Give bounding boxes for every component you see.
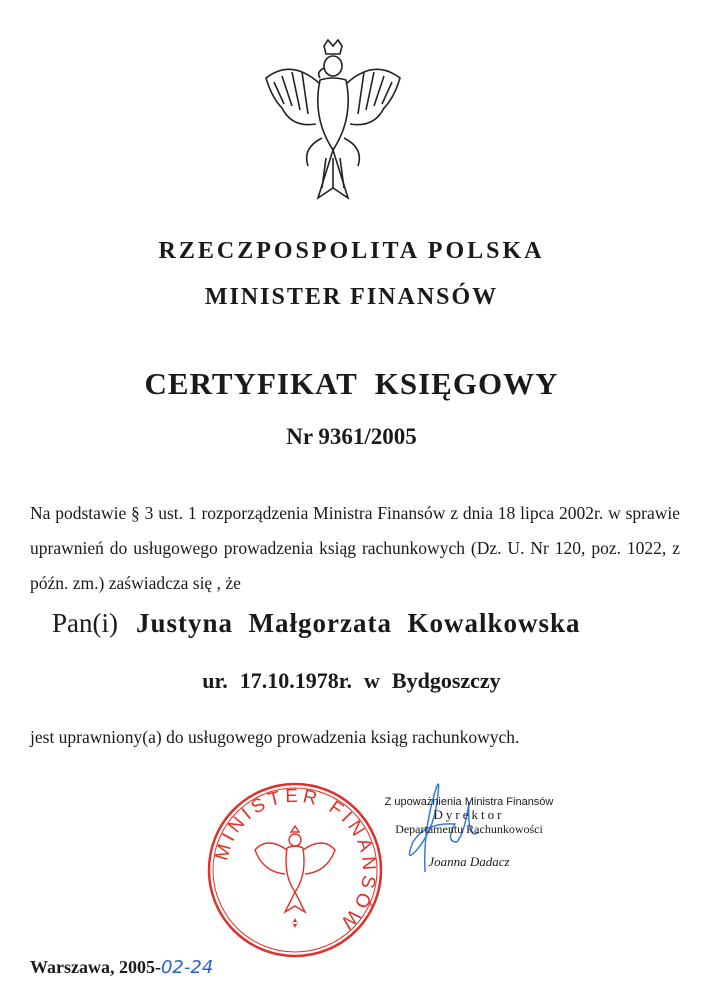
certificate-title: CERTYFIKAT KSIĘGOWY — [144, 366, 559, 401]
official-stamp — [205, 780, 385, 960]
birth-in: w — [364, 668, 380, 693]
stamp-text: MINISTER FINANSÓW — [211, 785, 380, 936]
signature-block — [374, 796, 564, 870]
header-country: RZECZPOSPOLITA POLSKA — [158, 238, 545, 264]
stamp-eagle-icon — [255, 826, 335, 912]
birth-place: Bydgoszczy — [391, 668, 501, 693]
eagle-emblem-icon — [262, 38, 404, 210]
birth-date: 17.10.1978r. — [239, 668, 353, 693]
authorization-line: Z upoważnienia Ministra Finansów — [384, 796, 554, 808]
certificate-number: Nr 9361/2005 — [286, 424, 417, 449]
signatory-name: Joanna Dadacz — [428, 854, 510, 869]
date-handwritten: 02-24 — [160, 957, 214, 978]
header-ministry: MINISTER FINANSÓW — [204, 284, 499, 310]
director-title: Dyrektor — [433, 807, 505, 822]
entitlement-statement: jest uprawniony(a) do usługowego prowadzenia ksiąg rachunkowych. — [30, 727, 520, 747]
holder-prefix: Pan(i) — [52, 608, 118, 638]
holder-name: Justyna Małgorzata Kowalkowska — [135, 608, 581, 638]
legal-basis-paragraph: Na podstawie § 3 ust. 1 rozporządzenia Ministra Finansów z dnia 18 lipca 2002r. w sprawie uprawnień do usługowego prowadzenia ksiąg rachunkowych (Dz. U. Nr 120, poz. 1022, z późn. zm.) zaświadcza się , że — [30, 503, 680, 593]
place-date-printed: Warszawa, 2005- — [30, 957, 161, 977]
department-name: Departamentu Rachunkowości — [395, 822, 543, 836]
birth-line — [0, 668, 703, 694]
place-and-date — [30, 957, 213, 978]
holder-line — [52, 608, 581, 639]
birth-prefix: ur. — [202, 668, 228, 693]
